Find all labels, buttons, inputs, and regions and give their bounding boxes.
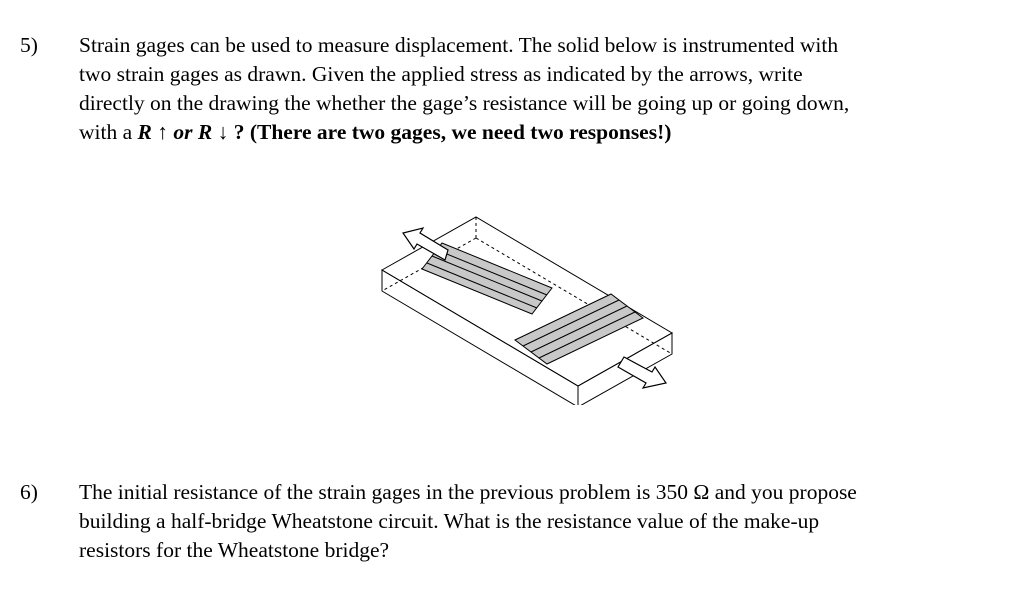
problem-6-text	[79, 478, 1009, 565]
problem-5-line-2: two strain gages as drawn. Given the applied stress as indicated by the arrows, write	[79, 62, 803, 86]
strain-gage-diagram	[370, 205, 680, 405]
problem-6-line-3: resistors for the Wheatstone bridge?	[79, 538, 390, 562]
problem-5-line-4	[79, 118, 1009, 147]
problem-6-line-1: The initial resistance of the strain gages in the previous problem is 350 Ω and you propose	[79, 480, 857, 504]
resistance-notation: R ↑ or R ↓	[137, 120, 229, 144]
problem-5-number: 5)	[20, 33, 38, 57]
problem-5-line-4-prefix: with a	[79, 120, 138, 144]
problem-5-text	[79, 31, 1009, 147]
problem-5-line-1: Strain gages can be used to measure displacement. The solid below is instrumented with	[79, 33, 839, 57]
problem-5-emphasis: ? (There are two gages, we need two responses!)	[228, 120, 672, 144]
problem-6-line-2: building a half-bridge Wheatstone circuit. What is the resistance value of the make-up	[79, 509, 820, 533]
problem-6-number: 6)	[20, 480, 38, 504]
problem-5-line-3: directly on the drawing the whether the gage’s resistance will be going up or going down,	[79, 91, 850, 115]
